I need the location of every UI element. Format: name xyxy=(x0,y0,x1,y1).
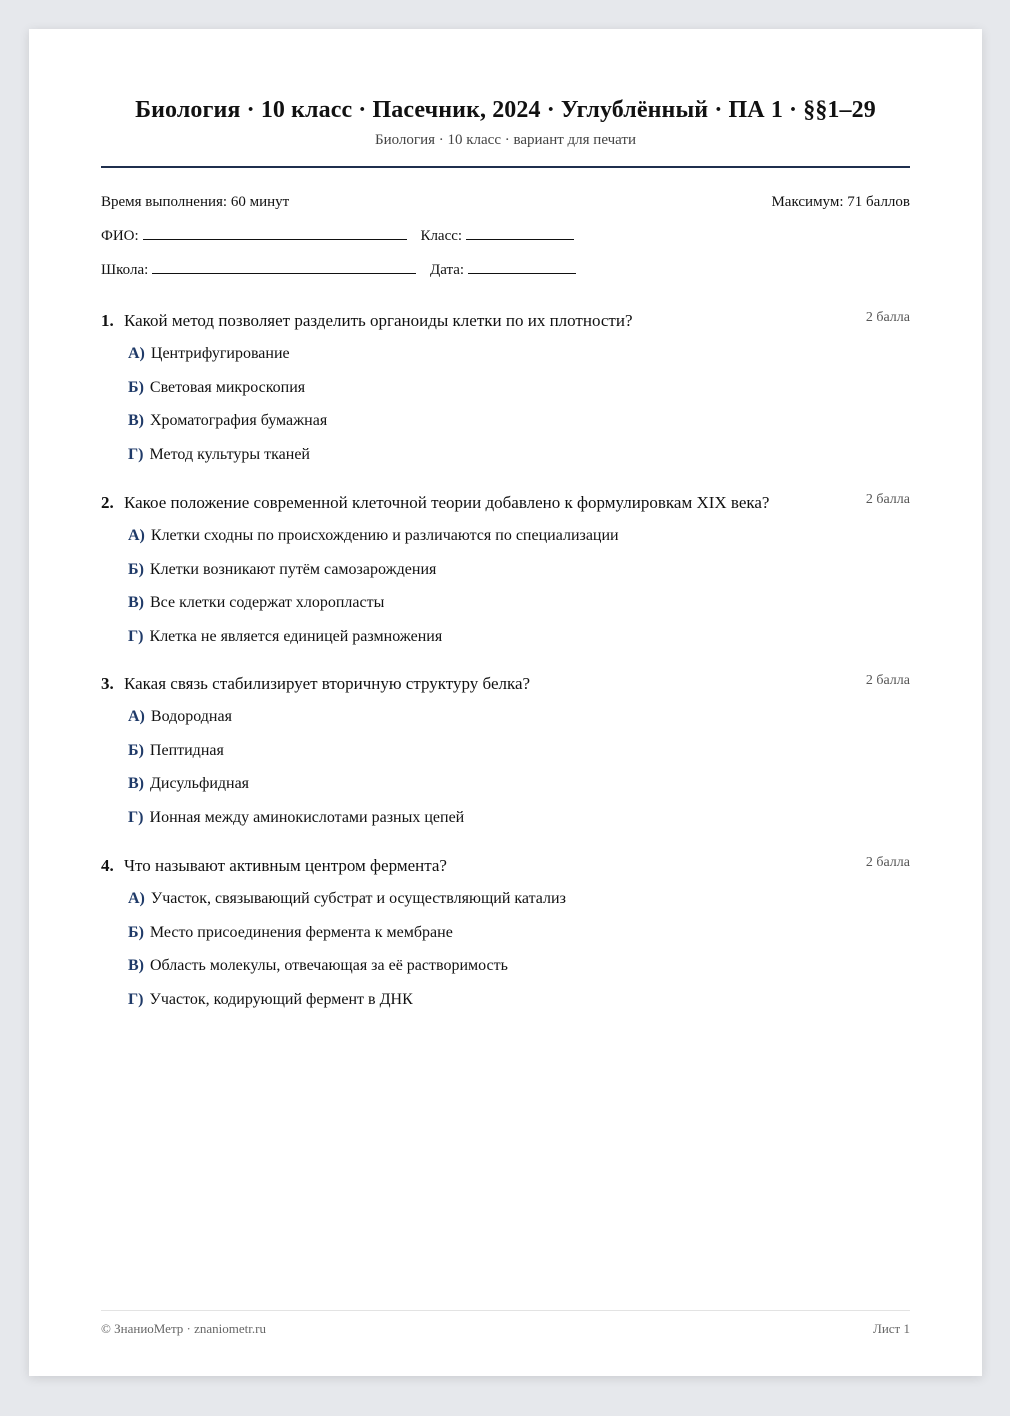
answer-letter: Б) xyxy=(128,560,144,578)
answer-text: Участок, связывающий субстрат и осуществляющий катализ xyxy=(150,890,566,907)
question-text: Какое положение современной клеточной теории добавлено к формулировкам XIX века? xyxy=(124,493,770,512)
school-label: Школа: xyxy=(101,262,149,278)
footer-copyright: © ЗнаниоМетр · znaniometr.ru xyxy=(101,1321,266,1336)
answer-option[interactable] xyxy=(101,706,910,740)
answer-text: Ионная между аминокислотами разных цепей xyxy=(149,808,465,826)
question-2 xyxy=(101,492,910,659)
answer-option[interactable] xyxy=(101,592,910,626)
time-limit: Время выполнения: 60 минут xyxy=(101,194,290,210)
answer-text: Клетки сходны по происхождению и различаются по специализации xyxy=(150,527,619,544)
answer-letter: Б) xyxy=(128,378,144,396)
answer-letter: А) xyxy=(128,345,145,362)
answer-option[interactable] xyxy=(101,525,910,559)
school-blank[interactable] xyxy=(152,259,416,274)
question-number: 2. xyxy=(101,493,114,512)
page-title: Биология · 10 класс · Пасечник, 2024 · Углублённый · ПА 1 · §§1–29 xyxy=(135,97,876,123)
class-blank[interactable] xyxy=(466,225,574,240)
question-header xyxy=(101,673,910,695)
page-subtitle: Биология · 10 класс · вариант для печати xyxy=(374,132,637,148)
question-number: 1. xyxy=(101,311,114,330)
answer-text: Участок, кодирующий фермент в ДНК xyxy=(149,990,413,1008)
answer-letter: А) xyxy=(128,527,145,544)
answer-option[interactable] xyxy=(101,888,910,922)
answer-text: Метод культуры тканей xyxy=(149,445,310,463)
answer-text: Световая микроскопия xyxy=(149,378,306,396)
answer-letter: Г) xyxy=(128,627,144,645)
answer-option[interactable] xyxy=(101,343,910,377)
answer-letter: Б) xyxy=(128,923,144,941)
question-points: 2 балла xyxy=(865,855,910,870)
question-number: 4. xyxy=(101,856,114,875)
answer-option[interactable] xyxy=(101,922,910,956)
answer-letter: А) xyxy=(128,890,145,907)
answer-text: Хроматография бумажная xyxy=(150,412,328,429)
answer-text: Центрифугирование xyxy=(150,345,290,362)
answer-option[interactable] xyxy=(101,377,910,411)
answer-letter: Г) xyxy=(128,808,144,826)
answer-letter: В) xyxy=(128,775,144,792)
question-3 xyxy=(101,673,910,840)
answer-text: Пептидная xyxy=(149,741,224,759)
answer-letter: Б) xyxy=(128,741,144,759)
answer-letter: В) xyxy=(128,957,144,974)
answer-option[interactable] xyxy=(101,410,910,444)
question-text: Какая связь стабилизирует вторичную структуру белка? xyxy=(124,674,531,693)
answer-letter: А) xyxy=(128,708,145,725)
answer-list xyxy=(101,706,910,840)
answer-option[interactable] xyxy=(101,559,910,593)
answer-text: Все клетки содержат хлоропласты xyxy=(150,594,385,611)
question-points: 2 балла xyxy=(865,492,910,507)
test-sheet xyxy=(29,29,982,1376)
header-divider xyxy=(101,166,910,168)
question-points: 2 балла xyxy=(865,673,910,688)
answer-text: Клетка не является единицей размножения xyxy=(149,627,443,645)
answer-text: Место присоединения фермента к мембране xyxy=(149,923,453,941)
date-label: Дата: xyxy=(430,262,465,278)
question-text: Какой метод позволяет разделить органоиды клетки по их плотности? xyxy=(124,311,633,330)
footer-divider xyxy=(101,1310,910,1311)
answer-letter: Г) xyxy=(128,990,144,1008)
answer-letter: В) xyxy=(128,412,144,429)
question-text: Что называют активным центром фермента? xyxy=(124,856,447,875)
answer-option[interactable] xyxy=(101,955,910,989)
answer-letter: Г) xyxy=(128,445,144,463)
answer-list xyxy=(101,343,910,477)
answer-text: Водородная xyxy=(150,708,232,725)
answer-option[interactable] xyxy=(101,989,910,1023)
question-1 xyxy=(101,310,910,477)
answer-letter: В) xyxy=(128,594,144,611)
answer-option[interactable] xyxy=(101,807,910,841)
class-label: Класс: xyxy=(420,228,463,244)
name-blank[interactable] xyxy=(143,225,407,240)
answer-option[interactable] xyxy=(101,444,910,478)
question-points: 2 балла xyxy=(865,310,910,325)
question-header xyxy=(101,310,910,332)
footer-page-number: Лист 1 xyxy=(873,1321,910,1336)
name-class-row xyxy=(101,225,574,246)
answer-list xyxy=(101,525,910,659)
question-header xyxy=(101,855,910,877)
sheet-content xyxy=(101,29,910,1376)
max-score: Максимум: 71 баллов xyxy=(771,194,910,210)
answer-text: Дисульфидная xyxy=(150,775,250,792)
answer-list xyxy=(101,888,910,1022)
date-blank[interactable] xyxy=(468,259,576,274)
answer-option[interactable] xyxy=(101,740,910,774)
answer-text: Клетки возникают путём самозарождения xyxy=(149,560,437,578)
answer-option[interactable] xyxy=(101,773,910,807)
question-4 xyxy=(101,855,910,1022)
name-label: ФИО: xyxy=(101,228,139,244)
answer-text: Область молекулы, отвечающая за её растворимость xyxy=(150,957,508,974)
question-header xyxy=(101,492,910,514)
question-number: 3. xyxy=(101,674,114,693)
answer-option[interactable] xyxy=(101,626,910,660)
school-date-row xyxy=(101,259,576,280)
